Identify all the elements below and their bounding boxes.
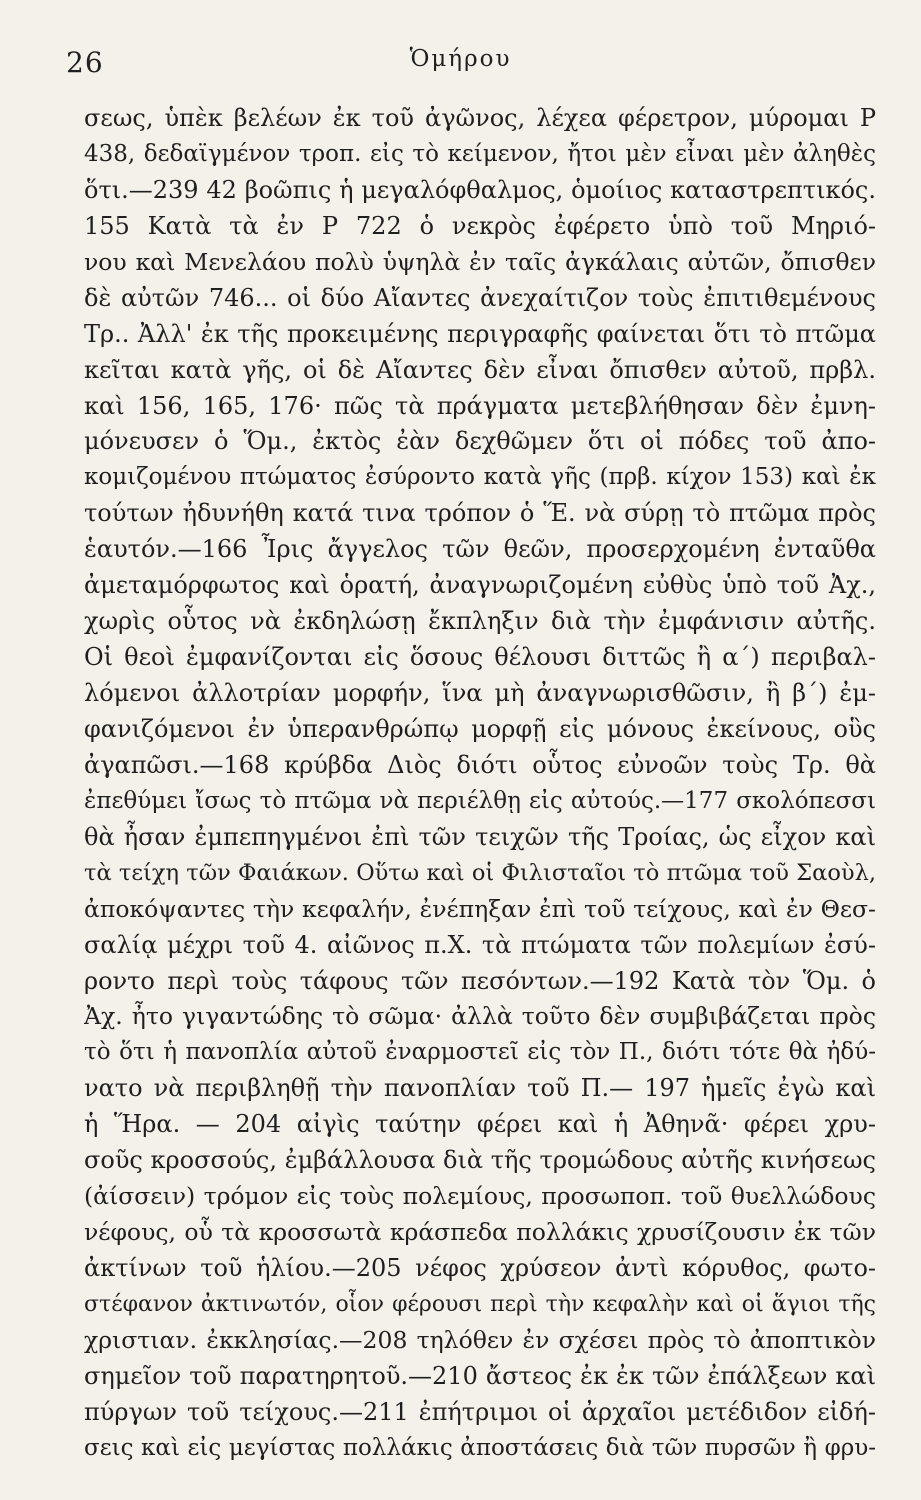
text-line: 155 Κατὰ τὰ ἐν Ρ 722 ὁ νεκρὸς ἐφέρετο ὑπὸ τοῦ Μηριό- <box>84 211 876 240</box>
text-line: στέφανον ἀκτινωτόν, οἷον φέρουσι περὶ τὴν κεφαλὴν καὶ οἱ ἅγιοι τῆς <box>84 1291 876 1317</box>
text-line: κεῖται κατὰ γῆς, οἱ δὲ Αἴαντες δὲν εἶναι ὄπισθεν αὐτοῦ, πρβλ. <box>84 355 876 384</box>
text-line: Τρ.. Ἀλλ' ἐκ τῆς προκειμένης περιγραφῆς φαίνεται ὅτι τὸ πτῶμα <box>84 319 876 348</box>
text-line: κομιζομένου πτώματος ἐσύροντο κατὰ γῆς (πρβ. κίχον 153) καὶ ἐκ <box>84 464 876 491</box>
text-line: χριστιαν. ἐκκλησίας.—208 τηλόθεν ἐν σχέσει πρὸς τὸ ἀποπτικὸν <box>84 1325 876 1354</box>
commentary-text <box>84 101 876 1467</box>
text-line: σημεῖον τοῦ παρατηρητοῦ.—210 ἄστεος ἐκ ἐκ τῶν ἐπάλξεων καὶ <box>84 1361 876 1390</box>
text-line: ἀποκόψαντες τὴν κεφαλήν, ἐνέπηξαν ἐπὶ τοῦ τείχους, καὶ ἐν Θεσ- <box>84 894 876 923</box>
text-line: νου καὶ Μενελάου πολὺ ὑψηλὰ ἐν ταῖς ἀγκάλαις αὐτῶν, ὄπισθεν <box>84 247 876 276</box>
text-line: σοῦς κροσσούς, ἐμβάλλουσα διὰ τῆς τρομώδους αὐτῆς κινήσεως <box>84 1146 876 1175</box>
text-line: σαλίᾳ μέχρι τοῦ 4. αἰῶνος π.Χ. τὰ πτώματα τῶν πολεμίων ἐσύ- <box>84 930 876 959</box>
text-line: χωρὶς οὗτος νὰ ἐκδηλώσῃ ἔκπληξιν διὰ τὴν ἐμφάνισιν αὐτῆς. <box>84 607 876 636</box>
text-line: μόνευσεν ὁ Ὅμ., ἐκτὸς ἐὰν δεχθῶμεν ὅτι οἱ πόδες τοῦ ἀπο- <box>84 427 876 456</box>
text-line: ὅτι.—239 42 βοῶπις ἡ μεγαλόφθαλμος, ὁμοίιος καταστρεπτικός. <box>84 175 876 204</box>
text-line: ἀμεταμόρφωτος καὶ ὁρατή, ἀναγνωριζομένη εὐθὺς ὑπὸ τοῦ Ἀχ., <box>84 571 876 600</box>
page-number: 26 <box>66 46 104 79</box>
text-line: νέφους, οὗ τὰ κροσσωτὰ κράσπεδα πολλάκις χρυσίζουσιν ἐκ τῶν <box>84 1218 876 1247</box>
text-line: σεως, ὑπὲκ βελέων ἐκ τοῦ ἀγῶνος, λέχεα φέρετρον, μύρομαι Ρ <box>84 104 876 132</box>
text-line: τούτων ἠδυνήθη κατά τινα τρόπον ὁ Ἕ. νὰ σύρῃ τὸ πτῶμα πρὸς <box>84 499 876 528</box>
text-line: πύργων τοῦ τείχους.—211 ἐπήτριμοι οἱ ἀρχαῖοι μετέδιδον εἰδή- <box>84 1397 876 1426</box>
text-line: φανιζόμενοι ἐν ὑπερανθρώπῳ μορφῇ εἰς μόνους ἐκείνους, οὓς <box>84 714 876 743</box>
text-line: Οἱ θεοὶ ἐμφανίζονται εἰς ὅσους θέλουσι διττῶς ἢ α΄) περιβαλ- <box>84 643 876 672</box>
text-line: καὶ 156, 165, 176· πῶς τὰ πράγματα μετεβλήθησαν δὲν ἐμνη- <box>84 391 876 420</box>
text-line: ἡ Ἥρα. — 204 αἰγὶς ταύτην φέρει καὶ ἡ Ἀθηνᾶ· φέρει χρυ- <box>84 1110 876 1139</box>
text-line: Ἀχ. ἦτο γιγαντώδης τὸ σῶμα· ἀλλὰ τοῦτο δὲν συμβιβάζεται πρὸς <box>84 1002 876 1031</box>
text-line: ἐπεθύμει ἴσως τὸ πτῶμα νὰ περιέλθῃ εἰς αὐτούς.—177 σκολόπεσσι <box>84 787 876 814</box>
text-line: τὸ ὅτι ἡ πανοπλία αὐτοῦ ἐναρμοστεῖ εἰς τὸν Π., διότι τότε θὰ ἠδύ- <box>84 1039 876 1066</box>
text-line: δὲ αὐτῶν 746... οἱ δύο Αἴαντες ἀνεχαίτιζον τοὺς ἐπιτιθεμένους <box>84 283 876 312</box>
text-line: 438, δεδαϊγμένον τροπ. εἰς τὸ κείμενον, ἤτοι μὲν εἶναι μὲν ἀληθὲς <box>84 140 876 167</box>
text-line: νατο νὰ περιβληθῇ τὴν πανοπλίαν τοῦ Π.— 197 ἡμεῖς ἐγὼ καὶ <box>84 1074 876 1103</box>
text-line: (ἀίσσειν) τρόμον εἰς τοὺς πολεμίους, προσωποπ. τοῦ θυελλώδους <box>84 1182 876 1211</box>
text-line: λόμενοι ἀλλοτρίαν μορφήν, ἵνα μὴ ἀναγνωρισθῶσιν, ἢ β΄) ἐμ- <box>84 679 876 707</box>
text-line: ἑαυτόν.—166 Ἶρις ἄγγελος τῶν θεῶν, προσερχομένη ἐνταῦθα <box>84 535 876 564</box>
text-line: θὰ ἦσαν ἐμπεπηγμένοι ἐπὶ τῶν τειχῶν τῆς Τροίας, ὡς εἶχον καὶ <box>84 822 876 851</box>
text-line: ἀγαπῶσι.—168 κρύβδα Διὸς διότι οὗτος εὐνοῶν τοὺς Τρ. θὰ <box>84 750 876 779</box>
text-line: τὰ τείχη τῶν Φαιάκων. Οὕτω καὶ οἱ Φιλισταῖοι τὸ πτῶμα τοῦ Σαοὺλ, <box>84 859 876 886</box>
running-head: Ὁμήρου <box>409 46 512 72</box>
text-line: ροντο περὶ τοὺς τάφους τῶν πεσόντων.—192 Κατὰ τὸν Ὅμ. ὁ <box>84 966 876 995</box>
text-line: ἀκτίνων τοῦ ἡλίου.—205 νέφος χρύσεον ἀντὶ κόρυθος, φωτο- <box>84 1254 876 1282</box>
text-line: σεις καὶ εἰς μεγίστας πολλάκις ἀποστάσεις διὰ τῶν πυρσῶν ἢ φρυ- <box>84 1434 876 1461</box>
